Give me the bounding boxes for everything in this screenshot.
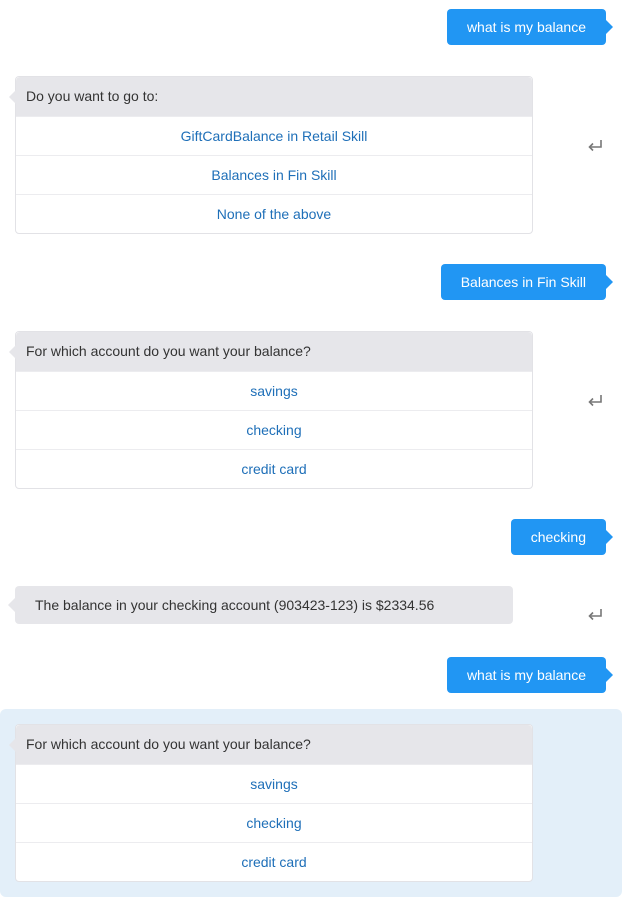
reply-arrow-icon[interactable] xyxy=(584,390,606,412)
card-option-savings[interactable]: savings xyxy=(16,764,532,803)
user-message xyxy=(447,9,606,45)
bot-message-text: The balance in your checking account (903423-123) is $2334.56 xyxy=(35,597,435,613)
card-prompt: For which account do you want your balance? xyxy=(16,725,532,764)
card-option-balances-fin[interactable]: Balances in Fin Skill xyxy=(16,155,532,194)
user-message xyxy=(511,519,606,555)
card-option-giftcardbalance[interactable]: GiftCardBalance in Retail Skill xyxy=(16,116,532,155)
user-message xyxy=(441,264,606,300)
card-prompt: For which account do you want your balance? xyxy=(16,332,532,371)
bot-choice-card-active xyxy=(15,724,533,882)
reply-arrow-icon[interactable] xyxy=(584,135,606,157)
bot-choice-card xyxy=(15,76,533,234)
card-option-checking[interactable]: checking xyxy=(16,410,532,449)
card-option-checking[interactable]: checking xyxy=(16,803,532,842)
user-message-text: what is my balance xyxy=(466,667,586,683)
reply-arrow-icon[interactable] xyxy=(584,604,606,626)
user-message-text: what is my balance xyxy=(466,19,586,35)
card-option-none[interactable]: None of the above xyxy=(16,194,532,233)
user-message-text: checking xyxy=(530,529,586,545)
card-prompt: Do you want to go to: xyxy=(16,77,532,116)
user-message-text: Balances in Fin Skill xyxy=(460,274,586,290)
user-message xyxy=(447,657,606,693)
card-option-credit-card[interactable]: credit card xyxy=(16,842,532,881)
card-option-credit-card[interactable]: credit card xyxy=(16,449,532,488)
card-option-savings[interactable]: savings xyxy=(16,371,532,410)
bot-message xyxy=(15,586,513,624)
bot-choice-card xyxy=(15,331,533,489)
